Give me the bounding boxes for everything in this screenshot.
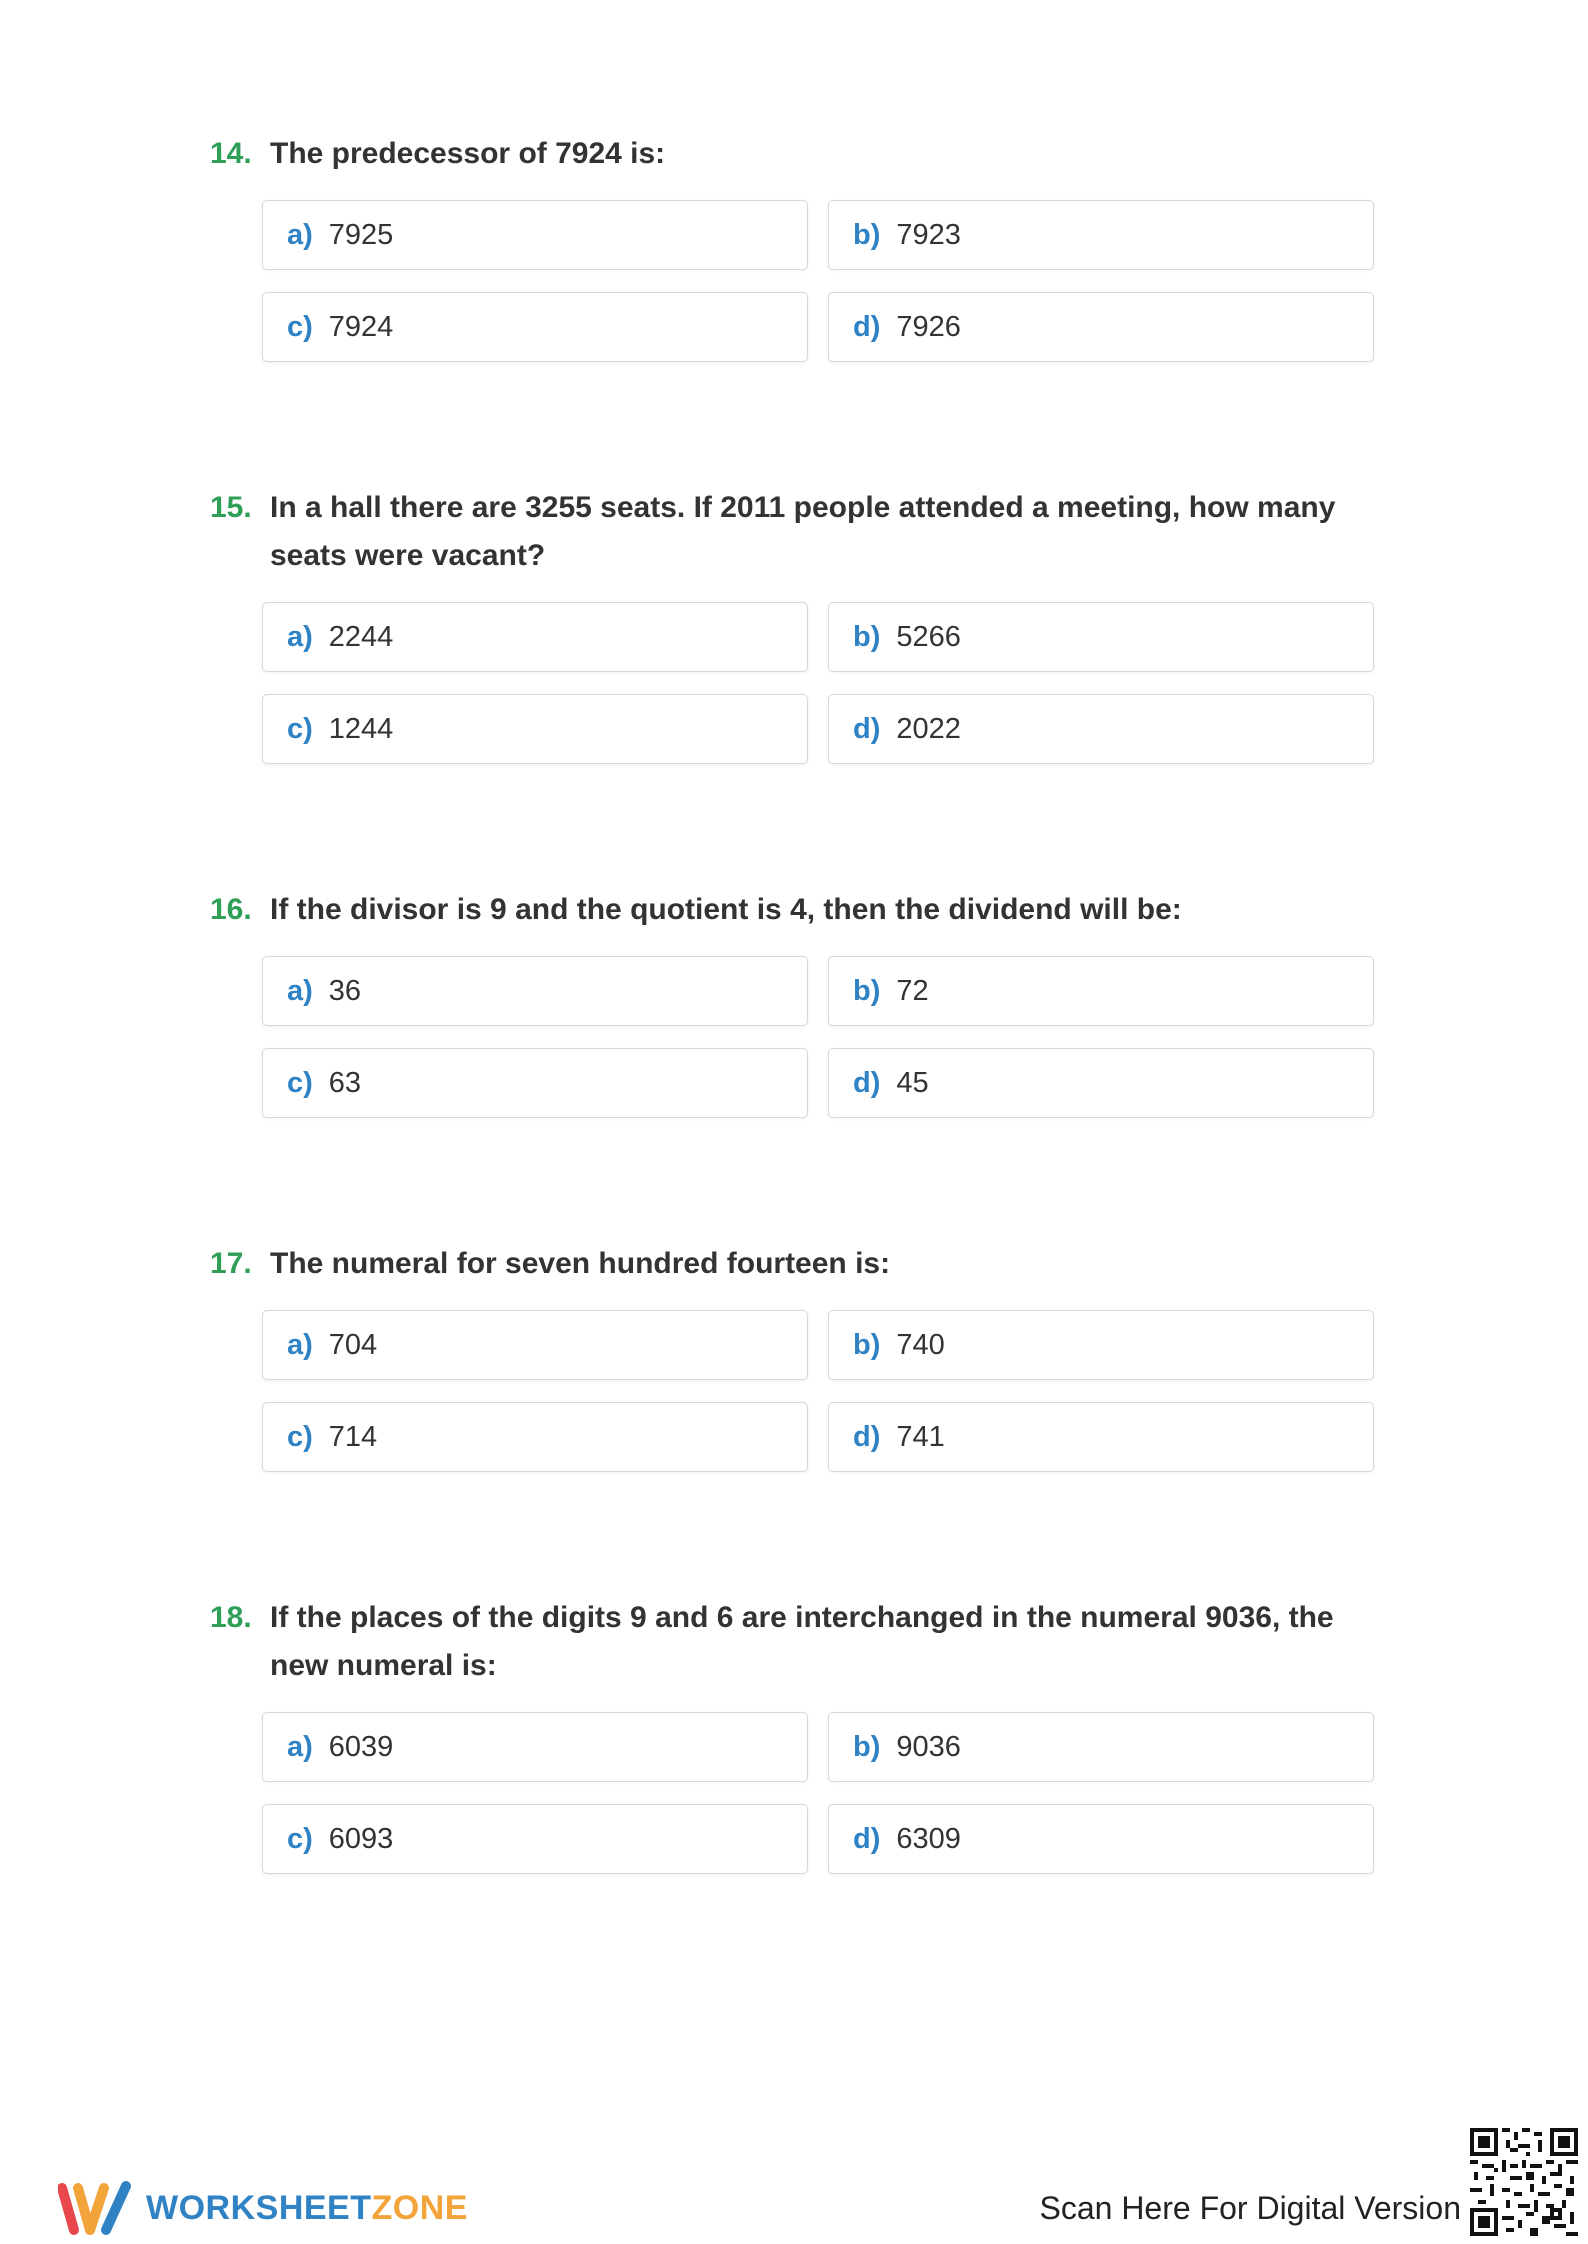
option-letter: a) (287, 974, 313, 1007)
question-15 (210, 484, 1390, 745)
option-value: 741 (896, 1420, 945, 1453)
option-value: 704 (328, 1328, 378, 1361)
question-number: 16. (210, 893, 252, 926)
question-text: If the places of the digits 9 and 6 are interchanged in the numeral 9036, the new numeral is: (270, 1601, 1334, 1682)
option-letter: c) (287, 310, 313, 343)
options-grid (262, 1310, 1374, 1472)
option-b[interactable] (828, 602, 1374, 672)
question-text: The predecessor of 7924 is: (270, 137, 666, 170)
option-value: 36 (328, 974, 362, 1007)
option-b[interactable] (828, 1712, 1374, 1782)
option-letter: d) (853, 712, 881, 745)
option-a[interactable] (262, 1310, 808, 1380)
option-letter: d) (853, 1822, 881, 1855)
option-c[interactable] (262, 1048, 808, 1118)
logo-text (146, 2189, 468, 2228)
option-letter: a) (287, 620, 313, 653)
question-header (210, 886, 1390, 934)
option-letter: b) (853, 1730, 881, 1763)
option-value: 9036 (896, 1730, 961, 1763)
option-value: 6309 (896, 1822, 961, 1855)
question-number: 15. (210, 491, 252, 524)
question-header (210, 484, 1390, 580)
question-16 (210, 886, 1390, 1099)
option-letter: d) (853, 1066, 881, 1099)
question-18 (210, 1594, 1390, 1855)
option-a[interactable] (262, 602, 808, 672)
option-value: 7923 (896, 218, 961, 251)
option-value: 5266 (896, 620, 961, 653)
question-text: In a hall there are 3255 seats. If 2011 people attended a meeting, how many seats were vacant? (270, 491, 1336, 572)
option-value: 714 (328, 1420, 378, 1453)
worksheetzone-logo[interactable] (58, 2180, 468, 2236)
option-letter: b) (853, 218, 881, 251)
option-letter: c) (287, 1822, 313, 1855)
option-d[interactable] (828, 292, 1374, 362)
worksheetzone-w-logo-icon (58, 2180, 132, 2236)
option-b[interactable] (828, 956, 1374, 1026)
option-value: 1244 (328, 712, 394, 745)
option-a[interactable] (262, 956, 808, 1026)
option-value: 63 (328, 1066, 362, 1099)
option-letter: a) (287, 1730, 313, 1763)
options-grid (262, 956, 1374, 1118)
option-value: 7924 (328, 310, 394, 343)
option-a[interactable] (262, 1712, 808, 1782)
option-c[interactable] (262, 292, 808, 362)
question-header (210, 1594, 1390, 1690)
option-letter: b) (853, 974, 881, 1007)
option-value: 2022 (896, 712, 961, 745)
logo-text-zone: ZONE (371, 2188, 468, 2227)
question-header (210, 130, 1390, 178)
question-17 (210, 1240, 1390, 1453)
question-header (210, 1240, 1390, 1288)
options-grid (262, 200, 1374, 362)
option-a[interactable] (262, 200, 808, 270)
question-number: 14. (210, 137, 252, 170)
option-letter: c) (287, 712, 313, 745)
question-14 (210, 130, 1390, 343)
option-value: 45 (896, 1066, 929, 1099)
option-value: 7926 (896, 310, 961, 343)
option-letter: d) (853, 1420, 881, 1453)
option-letter: c) (287, 1066, 313, 1099)
question-text: If the divisor is 9 and the quotient is 4, then the dividend will be: (270, 893, 1182, 926)
option-letter: a) (287, 1328, 313, 1361)
option-d[interactable] (828, 1804, 1374, 1874)
qr-code-icon[interactable] (1470, 2128, 1578, 2236)
option-d[interactable] (828, 1402, 1374, 1472)
option-b[interactable] (828, 200, 1374, 270)
option-letter: d) (853, 310, 881, 343)
option-d[interactable] (828, 1048, 1374, 1118)
scan-caption: Scan Here For Digital Version (1039, 2190, 1461, 2226)
options-grid (262, 602, 1374, 764)
option-letter: a) (287, 218, 313, 251)
option-b[interactable] (828, 1310, 1374, 1380)
option-value: 72 (896, 974, 929, 1007)
option-c[interactable] (262, 1804, 808, 1874)
option-value: 7925 (328, 218, 394, 251)
option-value: 2244 (328, 620, 394, 653)
question-number: 17. (210, 1247, 252, 1280)
option-value: 740 (896, 1328, 945, 1361)
option-d[interactable] (828, 694, 1374, 764)
logo-text-worksheet: WORKSHEET (146, 2188, 372, 2227)
question-text: The numeral for seven hundred fourteen is: (270, 1247, 891, 1280)
question-number: 18. (210, 1601, 252, 1634)
option-letter: b) (853, 620, 881, 653)
option-letter: b) (853, 1328, 881, 1361)
options-grid (262, 1712, 1374, 1874)
option-c[interactable] (262, 694, 808, 764)
option-value: 6093 (328, 1822, 394, 1855)
option-c[interactable] (262, 1402, 808, 1472)
option-value: 6039 (328, 1730, 394, 1763)
option-letter: c) (287, 1420, 313, 1453)
